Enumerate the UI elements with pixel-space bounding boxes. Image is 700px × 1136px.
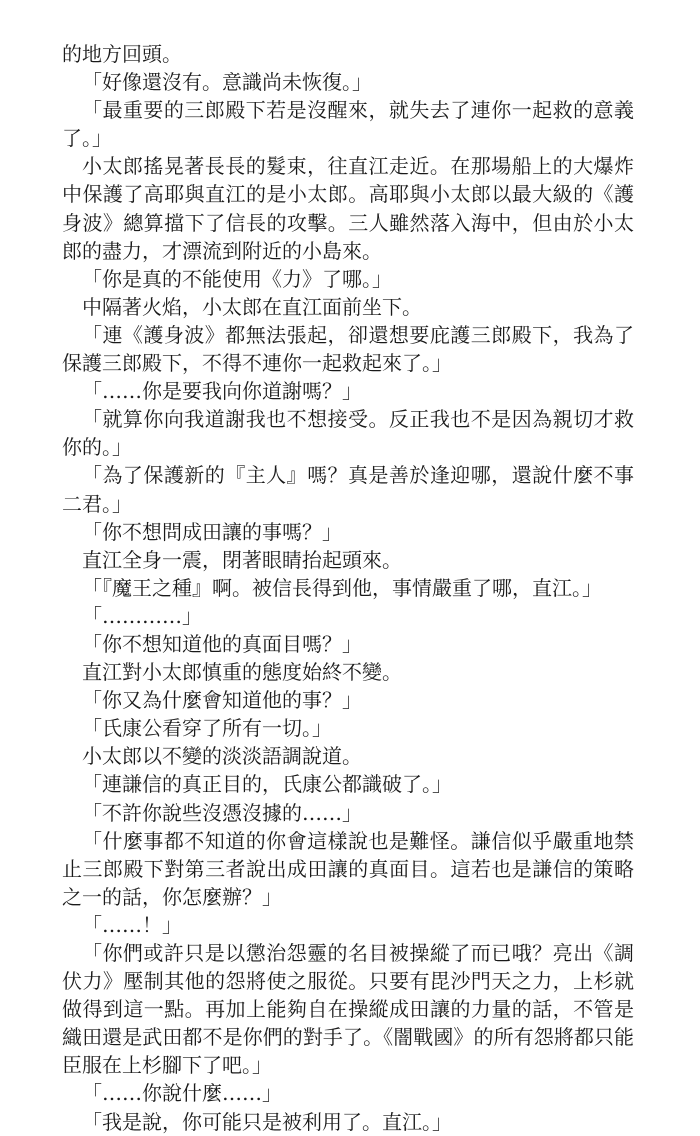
paragraph-21: 「不許你說些沒憑沒據的……」 xyxy=(82,800,362,825)
paragraph-20: 「連謙信的真正目的，氏康公都識破了。」 xyxy=(82,772,452,797)
paragraph-4: 小太郎搖晃著長長的髮束，往直江走近。在那場船上的大爆炸中保護了高耶與直江的是小太郎。高耶與小太郎以最大級的《護身波》總算擋下了信長的攻擊。三人雖然落入海中，但由於小太郎的盡力，才漂流到附近的小島來。 xyxy=(62,154,634,263)
paragraph-12: 直江全身一震，閉著眼睛抬起頭來。 xyxy=(82,547,402,572)
paragraph-13: 「『魔王之種』啊。被信長得到他，事情嚴重了哪，直江。」 xyxy=(82,575,602,600)
paragraph-26: 「我是說，你可能只是被利用了。直江。」 xyxy=(82,1109,452,1134)
paragraph-8: 「……你是要我向你道謝嗎？」 xyxy=(82,379,362,404)
paragraph-3: 「最重要的三郎殿下若是沒醒來，就失去了連你一起救的意義了。」 xyxy=(62,98,634,151)
paragraph-19: 小太郎以不變的淡淡語調說道。 xyxy=(82,744,362,769)
paragraph-18: 「氏康公看穿了所有一切。」 xyxy=(82,716,332,741)
paragraph-15: 「你不想知道他的真面目嗎？」 xyxy=(82,631,362,656)
paragraph-11: 「你不想問成田讓的事嗎？」 xyxy=(82,519,342,544)
paragraph-6: 中隔著火焰，小太郎在直江面前坐下。 xyxy=(82,294,422,319)
paragraph-9: 「就算你向我道謝我也不想接受。反正我也不是因為親切才救你的。」 xyxy=(62,407,634,460)
paragraph-10: 「為了保護新的『主人』嗎？真是善於逢迎哪，還說什麼不事二君。」 xyxy=(62,463,634,516)
paragraph-24: 「你們或許只是以懲治怨靈的名目被操縱了而已哦？亮出《調伏力》壓制其他的怨將使之服從。只要有毘沙門天之力，上杉就做得到這一點。再加上能夠自在操縱成田讓的力量的話，不管是織田還是武田都不是你們的對手了。《闇戰國》的所有怨將都只能臣服在上杉腳下了吧。」 xyxy=(62,941,634,1078)
paragraph-1: 的地方回頭。 xyxy=(62,42,182,66)
paragraph-2: 「好像還沒有。意識尚未恢復。」 xyxy=(82,70,372,95)
paragraph-5: 「你是真的不能使用《力》了哪。」 xyxy=(82,266,392,291)
document-page xyxy=(62,40,634,1136)
paragraph-16: 直江對小太郎慎重的態度始終不變。 xyxy=(82,660,402,685)
paragraph-7: 「連《護身波》都無法張起，卻還想要庇護三郎殿下，我為了保護三郎殿下，不得不連你一起救起來了。」 xyxy=(62,322,634,376)
paragraph-17: 「你又為什麼會知道他的事？」 xyxy=(82,688,362,713)
paragraph-23: 「……！」 xyxy=(82,912,182,937)
paragraph-14: 「…………」 xyxy=(82,603,202,628)
paragraph-25: 「……你說什麼……」 xyxy=(82,1081,282,1106)
paragraph-22: 「什麼事都不知道的你會這樣說也是難怪。謙信似乎嚴重地禁止三郎殿下對第三者說出成田讓的真面目。這若也是謙信的策略之一的話，你怎麼辦？」 xyxy=(62,828,634,909)
